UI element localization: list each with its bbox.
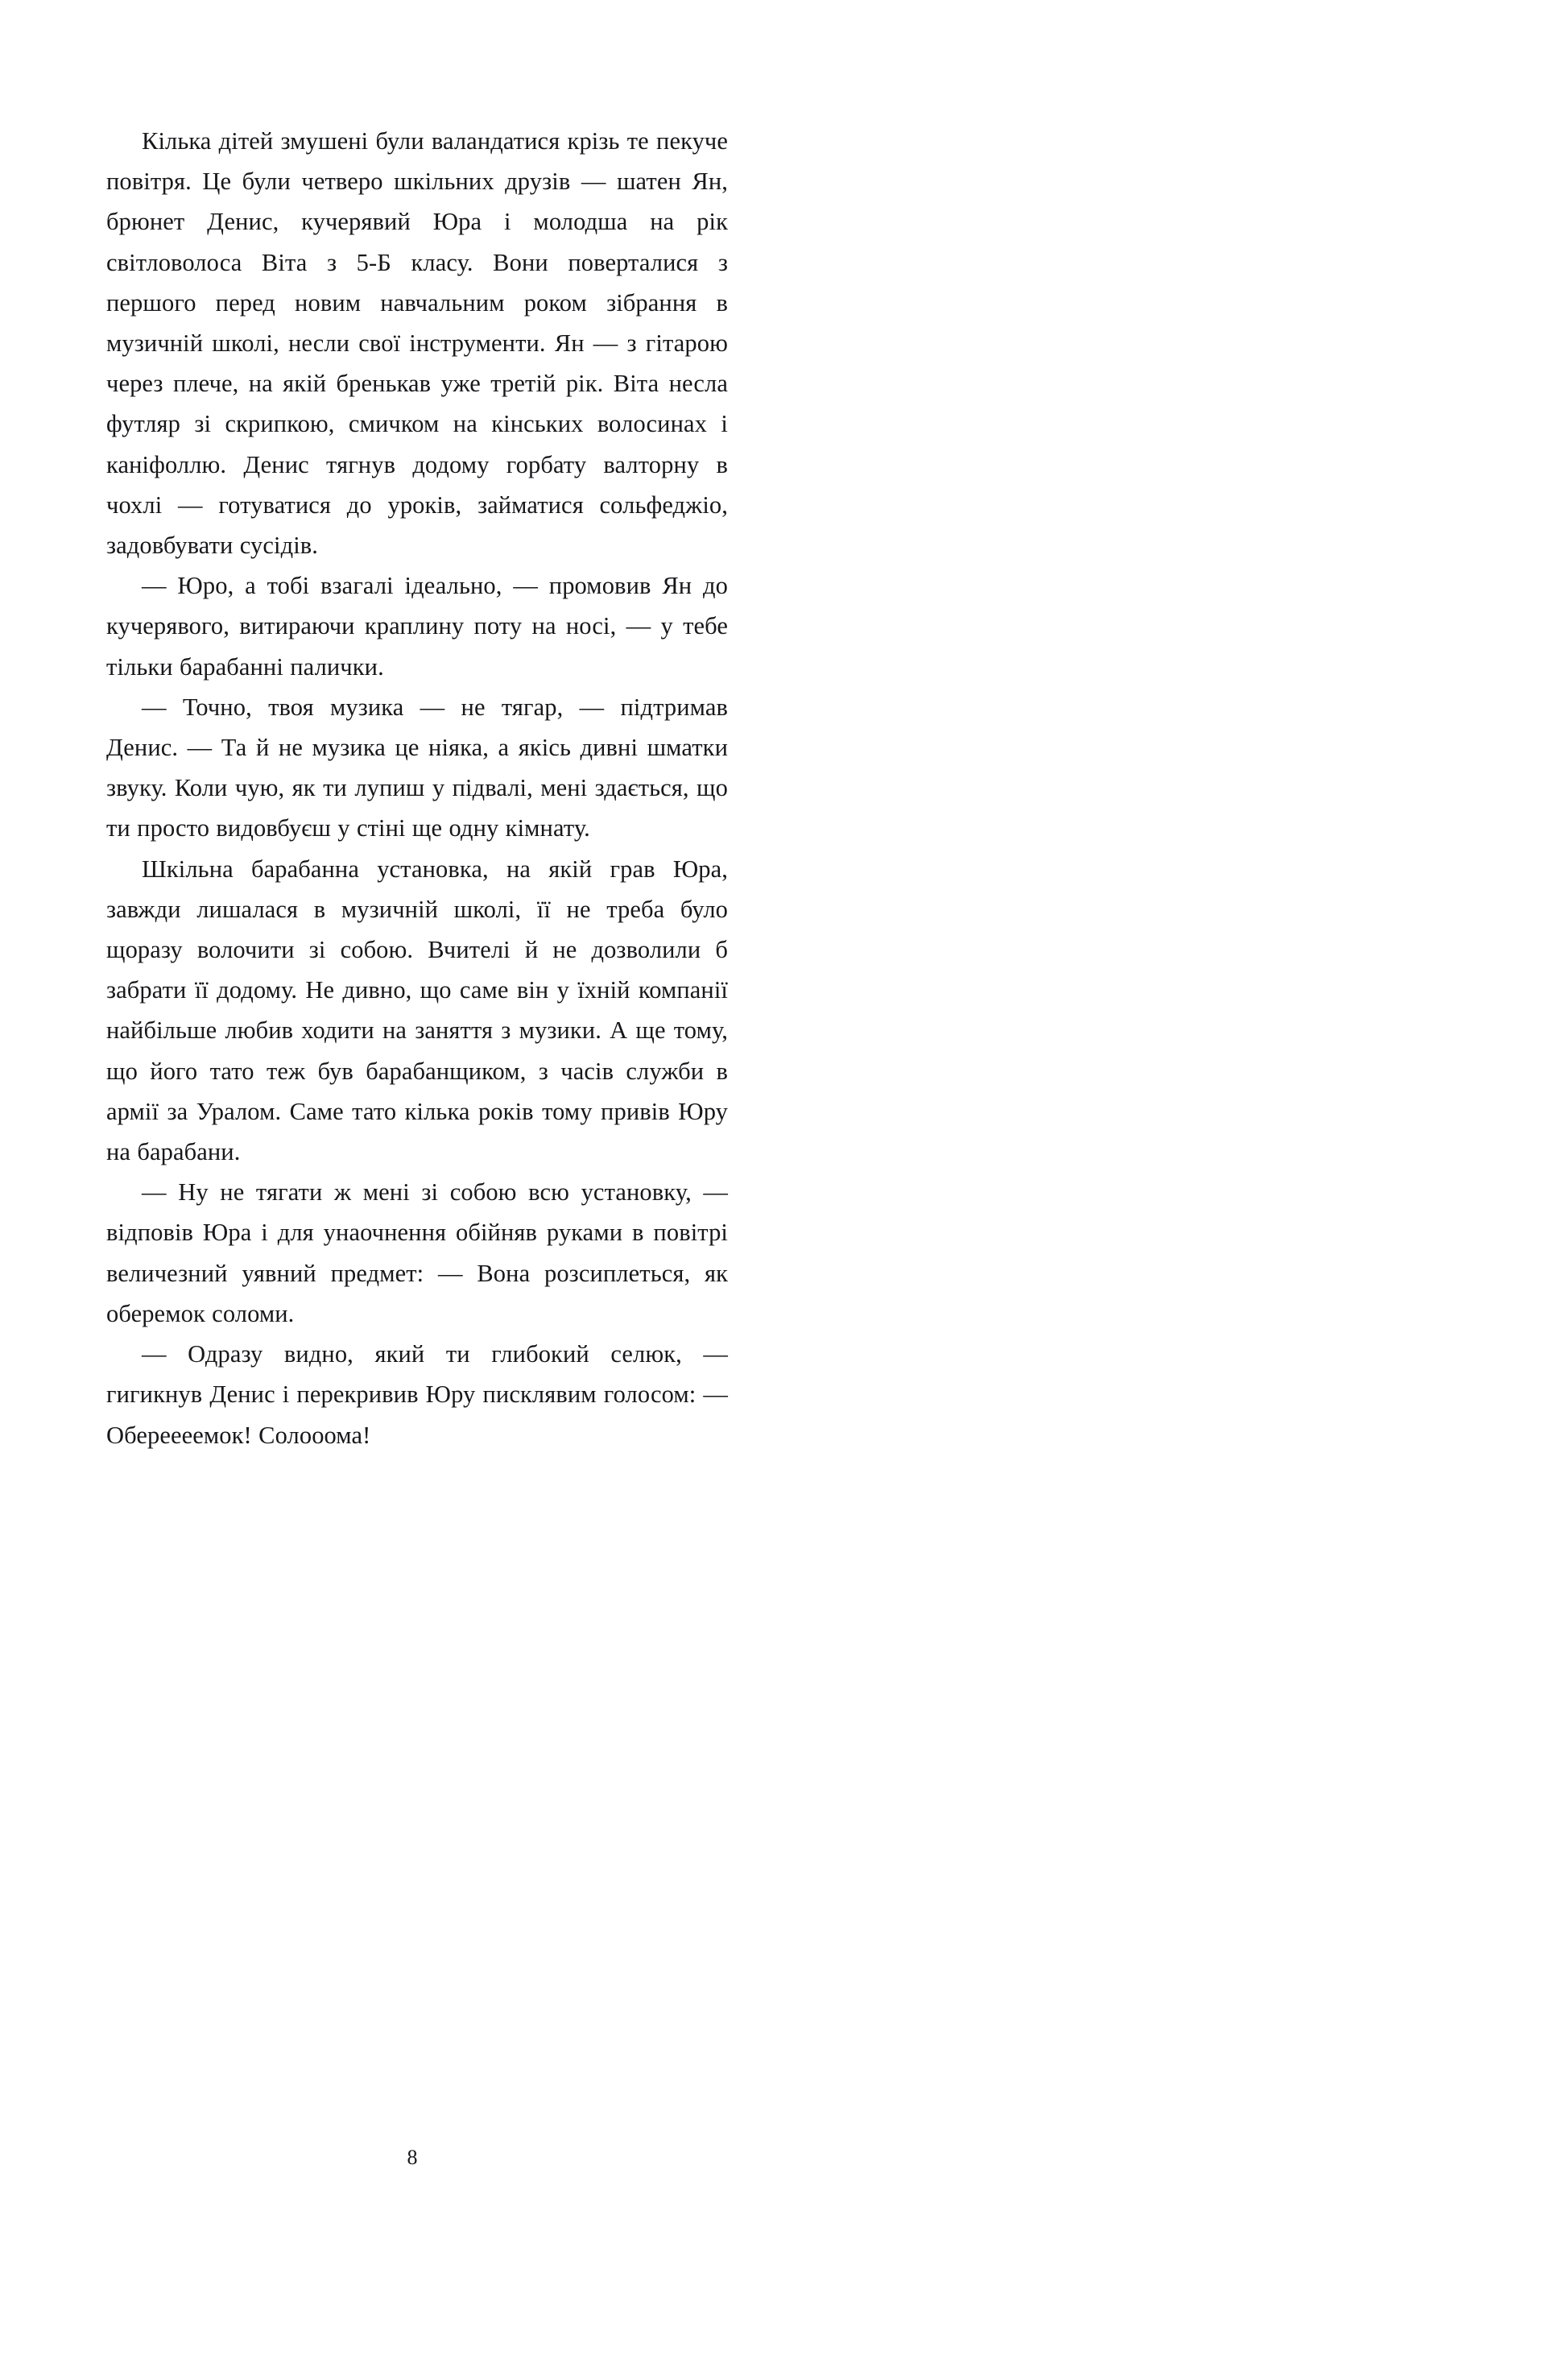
paragraph: — Юро, а тобі взагалі ідеально, — промовив Ян до кучерявого, витираючи краплину поту на носі, — у тебе тільки барабанні палички. [106,572,728,681]
paragraph: — Ну не тягати ж мені зі собою всю установку, — відповів Юра і для унаочнення обійняв руками в повітрі величезний уявний предмет: — Вона розсиплеться, як оберемок соломи. [106,1178,728,1327]
paragraph: — Одразу видно, який ти глибокий селюк, — гигикнув Денис і перекривив Юру писклявим голосом: — Обереееемок! Солооома! [106,1340,728,1449]
page-number: 8 [407,2146,418,2169]
page-text-block [106,121,728,1455]
paragraph: — Точно, твоя музика — не тягар, — підтримав Денис. — Та й не музика це ніяка, а якісь дивні шматки звуку. Коли чую, як ти лупиш у підвалі, мені здається, що ти просто видовбуєш у стіні ще одну кімнату. [106,693,728,842]
paragraph: Кілька дітей змушені були валандатися крізь те пекуче повітря. Це були четверо шкільних друзів — шатен Ян, брюнет Денис, кучерявий Юра і молодша на рік світловолоса Віта з 5-Б класу. Вони поверталися з першого перед новим навчальним роком зібрання в музичній школі, несли свої інструменти. Ян — з гітарою через плече, на якій бренькав уже третій рік. Віта несла футляр зі скрипкою, смичком на кінських волосинах і каніфоллю. Денис тягнув додому горбату валторну в чохлі — готуватися до уроків, займатися сольфеджіо, задовбувати сусідів. [106,127,728,560]
paragraph: Шкільна барабанна установка, на якій грав Юра, завжди лишалася в музичній школі, її не треба було щоразу волочити зі собою. Вчителі й не дозволили б забрати її додому. Не дивно, що саме він у їхній компанії найбільше любив ходити на заняття з музики. А ще тому, що його тато теж був барабанщиком, з часів служби в армії за Уралом. Саме тато кілька років тому привів Юру на барабани. [106,855,728,1166]
